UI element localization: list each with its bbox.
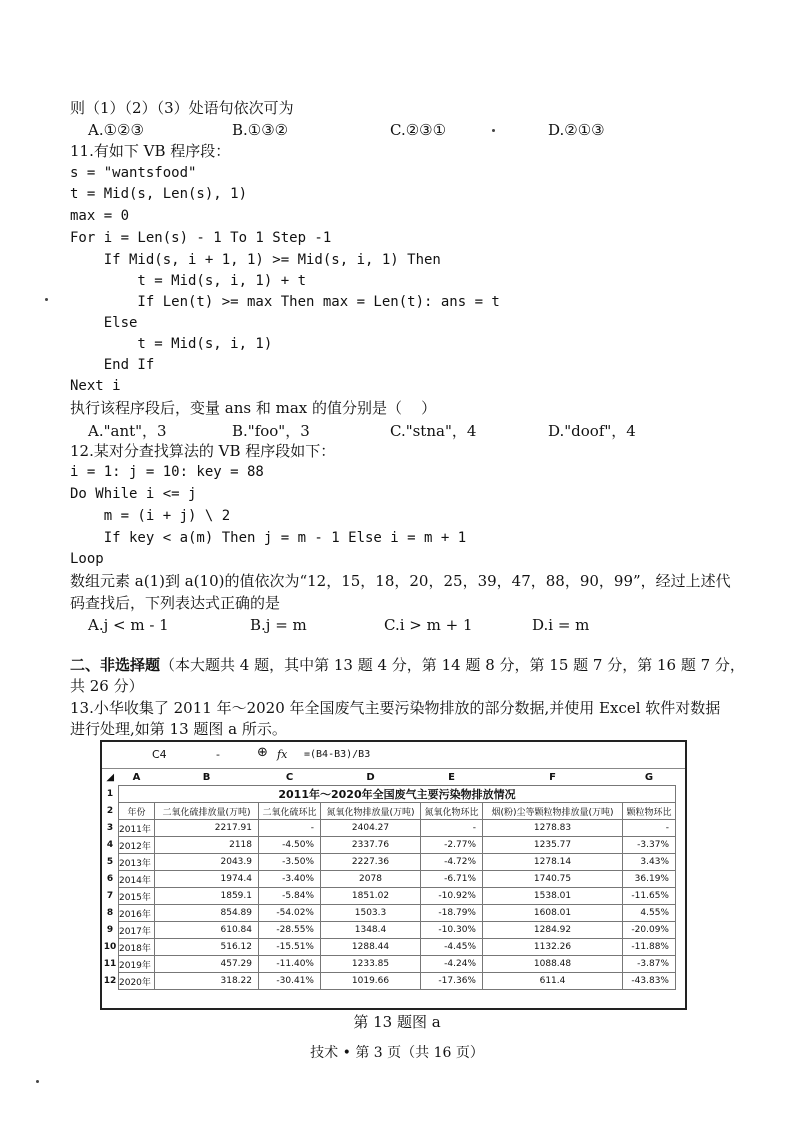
table-cell[interactable]: 2404.27 <box>321 820 421 837</box>
table-cell[interactable]: 1851.02 <box>321 888 421 905</box>
table-row <box>102 939 676 956</box>
table-row <box>102 888 676 905</box>
table-cell[interactable]: 3.43% <box>623 854 676 871</box>
q13-stem: 进行处理,如第 13 题图 a 所示。 <box>70 720 287 738</box>
row-header[interactable]: 12 <box>103 976 117 986</box>
q10-stem: 则（1）（2）（3）处语句依次可为 <box>70 99 294 117</box>
row-header[interactable]: 9 <box>106 925 114 935</box>
column-header-row <box>102 769 676 786</box>
column-header[interactable]: B <box>202 771 211 783</box>
table-cell[interactable]: - <box>421 820 483 837</box>
row-header[interactable]: 3 <box>106 823 114 833</box>
table-cell[interactable]: -11.88% <box>623 939 676 956</box>
table-cell[interactable]: -3.37% <box>623 837 676 854</box>
q12-option-a: A.j < m - 1 <box>88 616 169 634</box>
q11-code-line: t = Mid(s, i, 1) + t <box>70 273 307 289</box>
q12-description: 数组元素 a(1)到 a(10)的值依次为“12，15，18，20，25，39，47，88，90，99”，经过上述代 <box>70 572 731 590</box>
table-cell[interactable]: -5.84% <box>259 888 321 905</box>
dropdown-dot: - <box>216 748 220 761</box>
scan-speck <box>45 298 48 301</box>
table-cell[interactable]: -43.83% <box>623 973 676 990</box>
table-cell[interactable]: 516.12 <box>155 939 259 956</box>
table-cell[interactable]: 2227.36 <box>321 854 421 871</box>
q12-option-d: D.i = m <box>532 616 590 634</box>
table-cell[interactable]: 1288.44 <box>321 939 421 956</box>
table-cell[interactable]: 2018年 <box>119 939 155 956</box>
q12-option-b: B.j = m <box>250 616 307 634</box>
q10-option-a: A.①②③ <box>88 121 144 139</box>
name-box[interactable]: C4 <box>152 748 167 761</box>
q12-stem: 12.某对分查找算法的 VB 程序段如下： <box>70 442 336 460</box>
q11-code-line: s = "wantsfood" <box>70 165 197 181</box>
table-cell[interactable]: 1233.85 <box>321 956 421 973</box>
table-cell[interactable]: -20.09% <box>623 922 676 939</box>
table-cell[interactable]: 610.84 <box>155 922 259 939</box>
table-cell[interactable]: 2017年 <box>119 922 155 939</box>
table-cell[interactable]: 1019.66 <box>321 973 421 990</box>
table-cell[interactable]: -11.65% <box>623 888 676 905</box>
table-cell[interactable]: 2011年 <box>119 820 155 837</box>
table-cell[interactable]: 4.55% <box>623 905 676 922</box>
header-cell[interactable]: 二氧化硫排放量(万吨) <box>155 803 259 820</box>
header-cell[interactable]: 年份 <box>119 803 155 820</box>
table-cell[interactable]: -4.50% <box>259 837 321 854</box>
q10-option-b: B.①③② <box>232 121 289 139</box>
table-cell[interactable]: -28.55% <box>259 922 321 939</box>
table-cell[interactable]: 457.29 <box>155 956 259 973</box>
data-rows <box>102 820 676 990</box>
row-header[interactable]: 7 <box>106 891 114 901</box>
section-heading <box>70 655 745 675</box>
excel-sheet <box>100 740 687 1010</box>
header-cell[interactable]: 氮氧化物环比 <box>421 803 483 820</box>
table-cell[interactable]: -10.30% <box>421 922 483 939</box>
table-cell[interactable]: -6.71% <box>421 871 483 888</box>
row-header[interactable]: 4 <box>106 840 114 850</box>
row-header[interactable]: 2 <box>106 806 114 816</box>
q11-option-d: D."doof"，4 <box>548 422 636 440</box>
table-row <box>102 854 676 871</box>
table-cell[interactable]: -30.41% <box>259 973 321 990</box>
table-cell[interactable]: 2043.9 <box>155 854 259 871</box>
table-cell[interactable]: -10.92% <box>421 888 483 905</box>
q11-question: 执行该程序段后，变量 ans 和 max 的值分别是（ ） <box>70 399 437 417</box>
table-cell[interactable]: 1278.83 <box>483 820 623 837</box>
section-title: 二、非选择题 <box>70 656 161 674</box>
table-row <box>102 871 676 888</box>
row-header[interactable]: 11 <box>103 959 117 969</box>
q11-code-line: max = 0 <box>70 208 130 224</box>
table-cell[interactable]: 1088.48 <box>483 956 623 973</box>
q11-code-line: Else <box>70 315 138 331</box>
column-header[interactable]: G <box>644 771 654 783</box>
table-row <box>102 837 676 854</box>
header-cell[interactable]: 二氧化硫环比 <box>259 803 321 820</box>
table-cell[interactable]: 1132.26 <box>483 939 623 956</box>
q11-code-line: t = Mid(s, i, 1) <box>70 336 273 352</box>
table-cell[interactable]: - <box>259 820 321 837</box>
header-cell[interactable]: 颗粒物环比 <box>623 803 676 820</box>
table-cell[interactable]: -54.02% <box>259 905 321 922</box>
table-cell[interactable]: 2016年 <box>119 905 155 922</box>
table-cell[interactable]: -18.79% <box>421 905 483 922</box>
table-cell[interactable]: - <box>623 820 676 837</box>
q12-code-line: Loop <box>70 551 104 567</box>
table-cell[interactable]: 1284.92 <box>483 922 623 939</box>
table-cell[interactable]: 2019年 <box>119 956 155 973</box>
q11-option-b: B."foo"，3 <box>232 422 310 440</box>
column-header[interactable]: E <box>448 771 455 783</box>
table-row <box>102 956 676 973</box>
q11-code-line: Next i <box>70 378 121 394</box>
table-cell[interactable]: 1278.14 <box>483 854 623 871</box>
table-row <box>102 973 676 990</box>
q11-stem: 11.有如下 VB 程序段： <box>70 142 231 160</box>
q11-option-a: A."ant"，3 <box>88 422 167 440</box>
table-cell[interactable]: -3.40% <box>259 871 321 888</box>
table-cell[interactable]: 2118 <box>155 837 259 854</box>
table-cell[interactable]: -3.50% <box>259 854 321 871</box>
zoom-icon[interactable]: ⊕ <box>257 745 268 760</box>
table-cell[interactable]: 2012年 <box>119 837 155 854</box>
q12-code-line: Do While i <= j <box>70 486 197 502</box>
table-cell[interactable]: 1974.4 <box>155 871 259 888</box>
q11-code-line: If Len(t) >= max Then max = Len(t): ans = t <box>70 294 500 310</box>
table-cell[interactable]: 2014年 <box>119 871 155 888</box>
table-row <box>102 786 676 803</box>
column-header[interactable]: A <box>132 771 141 783</box>
table-cell[interactable]: 1859.1 <box>155 888 259 905</box>
table-cell[interactable]: 1608.01 <box>483 905 623 922</box>
table-cell[interactable]: 36.19% <box>623 871 676 888</box>
sheet-title[interactable]: 2011年～2020年全国废气主要污染物排放情况 <box>119 786 676 803</box>
q11-code-line: t = Mid(s, Len(s), 1) <box>70 186 248 202</box>
column-header[interactable]: D <box>366 771 375 783</box>
table-cell[interactable]: -2.77% <box>421 837 483 854</box>
q12-option-c: C.i > m + 1 <box>384 616 473 634</box>
q11-code-line: For i = Len(s) - 1 To 1 Step -1 <box>70 230 332 246</box>
table-cell[interactable]: 318.22 <box>155 973 259 990</box>
table-cell[interactable]: 1348.4 <box>321 922 421 939</box>
figure-caption: 第 13 题图 a <box>353 1013 441 1031</box>
table-cell[interactable]: -15.51% <box>259 939 321 956</box>
fx-icon[interactable]: fx <box>277 748 288 761</box>
table-cell[interactable]: 2020年 <box>119 973 155 990</box>
row-header[interactable]: 5 <box>106 857 114 867</box>
q12-code-line: m = (i + j) \ 2 <box>70 508 231 524</box>
q10-option-c: C.②③① <box>390 121 447 139</box>
table-cell[interactable]: 1235.77 <box>483 837 623 854</box>
table-cell[interactable]: 1503.3 <box>321 905 421 922</box>
table-cell[interactable]: 2013年 <box>119 854 155 871</box>
row-header[interactable]: 8 <box>106 908 114 918</box>
column-header[interactable]: F <box>549 771 556 783</box>
q13-stem: 13.小华收集了 2011 年～2020 年全国废气主要污染物排放的部分数据,并使用 Excel 软件对数据 <box>70 699 721 717</box>
page-footer: 技术 • 第 3 页（共 16 页） <box>310 1045 484 1061</box>
table-cell[interactable]: -3.87% <box>623 956 676 973</box>
table-cell[interactable]: 854.89 <box>155 905 259 922</box>
scan-speck <box>492 129 495 132</box>
table-row <box>102 803 676 820</box>
q12-code-line: If key < a(m) Then j = m - 1 Else i = m + 1 <box>70 530 467 546</box>
sheet-grid <box>102 769 676 990</box>
formula-bar <box>102 742 685 769</box>
column-header[interactable]: C <box>285 771 294 783</box>
section-note: 共 26 分） <box>70 677 144 695</box>
table-cell[interactable]: 2078 <box>321 871 421 888</box>
corner-cell: ◢ <box>106 771 115 783</box>
table-cell[interactable]: 2337.76 <box>321 837 421 854</box>
q12-description: 码查找后，下列表达式正确的是 <box>70 594 281 612</box>
table-cell[interactable]: -4.24% <box>421 956 483 973</box>
table-cell[interactable]: -4.45% <box>421 939 483 956</box>
row-header[interactable]: 6 <box>106 874 114 884</box>
table-cell[interactable]: 2015年 <box>119 888 155 905</box>
table-row <box>102 820 676 837</box>
q12-code-line: i = 1: j = 10: key = 88 <box>70 464 264 480</box>
scan-speck <box>36 1080 39 1083</box>
table-cell[interactable]: 611.4 <box>483 973 623 990</box>
table-cell[interactable]: 1740.75 <box>483 871 623 888</box>
formula-input[interactable]: =(B4-B3)/B3 <box>304 749 371 760</box>
table-cell[interactable]: -11.40% <box>259 956 321 973</box>
table-row <box>102 905 676 922</box>
table-cell[interactable]: 2217.91 <box>155 820 259 837</box>
row-header[interactable]: 1 <box>106 789 114 799</box>
table-cell[interactable]: -17.36% <box>421 973 483 990</box>
section-note: （本大题共 4 题，其中第 13 题 4 分，第 14 题 8 分，第 15 题 7 分，第 16 题 7 分， <box>160 656 745 674</box>
header-cell[interactable]: 氮氧化物排放量(万吨) <box>321 803 421 820</box>
table-cell[interactable]: -4.72% <box>421 854 483 871</box>
q11-code-line: If Mid(s, i + 1, 1) >= Mid(s, i, 1) Then <box>70 252 441 268</box>
table-row <box>102 922 676 939</box>
header-cell[interactable]: 烟(粉)尘等颗粒物排放量(万吨) <box>483 803 623 820</box>
q10-option-d: D.②①③ <box>548 121 605 139</box>
q11-option-c: C."stna"，4 <box>390 422 477 440</box>
row-header[interactable]: 10 <box>103 942 117 952</box>
q11-code-line: End If <box>70 357 155 373</box>
table-cell[interactable]: 1538.01 <box>483 888 623 905</box>
